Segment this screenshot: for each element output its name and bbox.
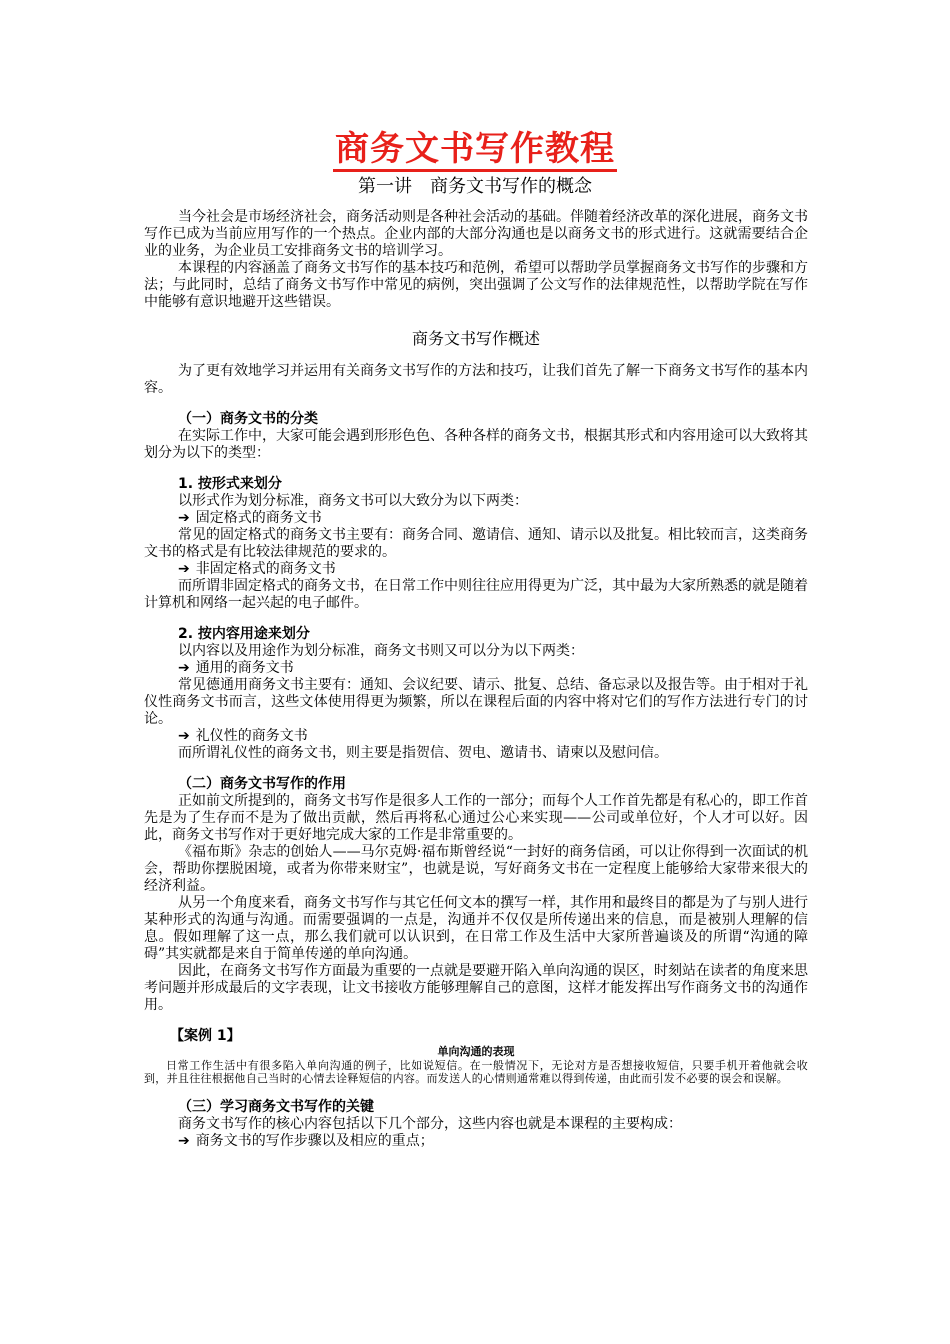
document-body xyxy=(144,209,808,1150)
intro-paragraph-1: 当今社会是市场经济社会，商务活动则是各种社会活动的基础。伴随着经济改革的深化进展，商务文书写作已成为当前应用写作的一个热点。企业内部的大部分沟通也是以商务文书的形式进行。这就需要结合企业的业务，为企业员工安排商务文书的培训学习。 xyxy=(144,209,808,259)
arrow-right-icon: ➔ xyxy=(178,1133,190,1149)
case-text: 日常工作生活中有很多陷入单向沟通的例子，比如说短信。在一般情况下，无论对方是否想接收短信，只要手机开着他就会收到，并且往往根据他自己当时的心情去诠释短信的内容。而发送人的心情则通常难以得到传递，由此而引发不必要的误会和误解。 xyxy=(144,1059,808,1085)
bullet-label: 非固定格式的商务文书 xyxy=(195,561,336,577)
case-label: 【案例 1】 xyxy=(170,1028,241,1044)
arrow-right-icon: ➔ xyxy=(178,660,190,676)
section2-paragraph-3: 从另一个角度来看，商务文书写作与其它任何文本的撰写一样，其作用和最终目的都是为了与别人进行某种形式的沟通与沟通。而需要强调的一点是，沟通并不仅仅是所传递出来的信息，而是被别人理解的信息。假如理解了这一点，那么我们就可以认识到，在日常工作及生活中大家所普遍谈及的所谓“沟通的障碍”其实就都是来自于简单传递的单向沟通。 xyxy=(144,895,808,962)
bullet-item xyxy=(178,561,808,578)
bullet-label: 通用的商务文书 xyxy=(195,660,294,676)
section1-sub1-text1: 常见的固定格式的商务文书主要有：商务合同、邀请信、通知、请示以及批复。相比较而言，这类商务文书的格式是有比较法律规范的要求的。 xyxy=(144,527,808,560)
section1-heading: （一）商务文书的分类 xyxy=(178,411,318,427)
intro-paragraph-2: 本课程的内容涵盖了商务文书写作的基本技巧和范例，希望可以帮助学员掌握商务文书写作的步骤和方法；与此同时，总结了商务文书写作中常见的病例，突出强调了公文写作的法律规范性，以帮助学院在写作中能够有意识地避开这些错误。 xyxy=(144,260,808,310)
arrow-right-icon: ➔ xyxy=(178,561,190,577)
section2-heading: （二）商务文书写作的作用 xyxy=(178,776,346,792)
overview-heading: 商务文书写作概述 xyxy=(411,329,540,348)
section1-sub1-text2: 而所谓非固定格式的商务文书，在日常工作中则往往应用得更为广泛，其中最为大家所熟悉的就是随着计算机和网络一起兴起的电子邮件。 xyxy=(144,578,808,611)
section1-sub2-lead: 以内容以及用途作为划分标准，商务文书则又可以分为以下两类： xyxy=(178,643,584,659)
section2-paragraph-4: 因此，在商务文书写作方面最为重要的一点就是要避开陷入单向沟通的误区，时刻站在读者的角度来思考问题并形成最后的文字表现，让文书接收方能够理解自己的意图，这样才能发挥出写作商务文书的沟通作用。 xyxy=(144,963,808,1013)
overview-paragraph: 为了更有效地学习并运用有关商务文书写作的方法和技巧，让我们首先了解一下商务文书写作的基本内容。 xyxy=(144,363,808,396)
case-title: 单向沟通的表现 xyxy=(437,1045,515,1058)
arrow-right-icon: ➔ xyxy=(178,510,190,526)
arrow-right-icon: ➔ xyxy=(178,728,190,744)
section1-sub2-text1: 常见德通用商务文书主要有：通知、会议纪要、请示、批复、总结、备忘录以及报告等。由于相对于礼仪性商务文书而言，这些文体使用得更为频繁，所以在课程后面的内容中将对它们的写作方法进行专门的讨论。 xyxy=(144,677,808,727)
section2-paragraph-1: 正如前文所提到的，商务文书写作是很多人工作的一部分；而每个人工作首先都是有私心的，即工作首先是为了生存而不是为了做出贡献，然后再将私心通过公心来实现——公司或单位好，个人才可以好。因此，商务文书写作对于更好地完成大家的工作是非常重要的。 xyxy=(144,793,808,843)
document-title-text: 商务文书写作教程 xyxy=(333,129,617,172)
section1-sub2-heading: 2. 按内容用途来划分 xyxy=(178,626,310,642)
section1-sub2-text2: 而所谓礼仪性的商务文书，则主要是指贺信、贺电、邀请书、请柬以及慰问信。 xyxy=(178,745,668,761)
bullet-item xyxy=(178,1133,808,1150)
bullet-label: 固定格式的商务文书 xyxy=(195,510,322,526)
document-title xyxy=(0,127,950,171)
bullet-label: 礼仪性的商务文书 xyxy=(195,728,308,744)
section1-sub1-lead: 以形式作为划分标准，商务文书可以大致分为以下两类： xyxy=(178,493,528,509)
bullet-item xyxy=(178,660,808,677)
bullet-item xyxy=(178,510,808,527)
section2-paragraph-2: 《福布斯》杂志的创始人——马尔克姆·福布斯曾经说“一封好的商务信函，可以让你得到一次面试的机会，帮助你摆脱困境，或者为你带来财宝”，也就是说，写好商务文书在一定程度上能够给大家带来很大的经济利益。 xyxy=(144,844,808,894)
section3-lead: 商务文书写作的核心内容包括以下几个部分，这些内容也就是本课程的主要构成： xyxy=(178,1116,682,1132)
section1-sub1-heading: 1. 按形式来划分 xyxy=(178,476,282,492)
section3-heading: （三）学习商务文书写作的关键 xyxy=(178,1099,374,1115)
lecture-heading: 第一讲 商务文书写作的概念 xyxy=(358,176,592,197)
bullet-label: 商务文书的写作步骤以及相应的重点； xyxy=(195,1133,434,1149)
section1-paragraph: 在实际工作中，大家可能会遇到形形色色、各种各样的商务文书，根据其形式和内容用途可以大致将其划分为以下的类型： xyxy=(144,428,808,461)
bullet-item xyxy=(178,728,808,745)
